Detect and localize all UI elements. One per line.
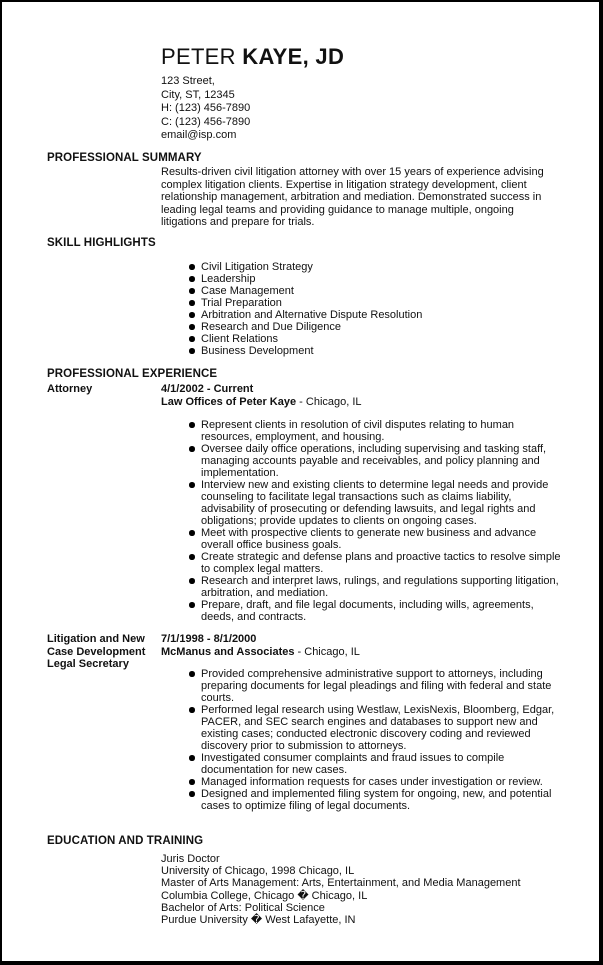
list-item: Research and Due Diligence bbox=[201, 321, 422, 333]
cell-phone: C: (123) 456-7890 bbox=[161, 115, 251, 128]
degree: Bachelor of Arts: Political Science bbox=[161, 901, 325, 914]
list-item: Represent clients in resolution of civil disputes relating to human resources, employment, and housing. bbox=[201, 419, 561, 443]
job-title: Litigation and New Case Development Legal Secretary bbox=[47, 633, 146, 670]
email: email@isp.com bbox=[161, 129, 237, 141]
degree: Juris Doctor bbox=[161, 853, 220, 865]
job-dates: 7/1/1998 - 8/1/2000 bbox=[161, 633, 257, 645]
school: Columbia College, Chicago � Chicago, IL bbox=[161, 889, 368, 902]
candidate-name bbox=[161, 44, 344, 70]
job-title: Attorney bbox=[47, 383, 93, 395]
job-bullets bbox=[201, 419, 561, 623]
home-phone: H: (123) 456-7890 bbox=[161, 102, 251, 114]
list-item: Investigated consumer complaints and fraud issues to compile documentation for new cases. bbox=[201, 752, 556, 776]
job-location: - Chicago, IL bbox=[296, 395, 362, 408]
employer: McManus and Associates bbox=[161, 645, 295, 658]
list-item: Arbitration and Alternative Dispute Resolution bbox=[201, 309, 423, 321]
school: Purdue University � West Lafayette, IN bbox=[161, 914, 356, 927]
list-item: Performed legal research using Westlaw, LexisNexis, Bloomberg, Edgar, PACER, and SEC search engines and databases to support new and existing cases; conducted electronic discovery coding and reviewed discovery prior to submission to attorneys. bbox=[201, 704, 555, 752]
list-item: Meet with prospective clients to generate new business and advance overall office business goals. bbox=[201, 527, 561, 551]
school: University of Chicago, 1998 Chicago, IL bbox=[161, 865, 355, 878]
job-location: - Chicago, IL bbox=[294, 645, 360, 658]
education-heading: EDUCATION AND TRAINING bbox=[47, 835, 204, 847]
list-item: Client Relations bbox=[201, 333, 422, 345]
job-dates: 4/1/2002 - Current bbox=[161, 383, 254, 395]
list-item: Business Development bbox=[201, 345, 422, 357]
education-block bbox=[161, 853, 521, 926]
list-item: Trial Preparation bbox=[201, 297, 422, 309]
degree: Master of Arts Management: Arts, Entertainment, and Media Management bbox=[161, 877, 521, 890]
list-item: Oversee daily office operations, including supervising and tasking staff, managing accounts payable and receivables, and policy planning and implementation. bbox=[201, 443, 561, 479]
summary-heading: PROFESSIONAL SUMMARY bbox=[47, 152, 202, 164]
list-item: Leadership bbox=[201, 273, 422, 285]
job-meta bbox=[161, 383, 362, 408]
list-item: Managed information requests for cases under investigation or review. bbox=[201, 776, 556, 788]
list-item: Provided comprehensive administrative support to attorneys, including preparing documents for legal pleadings and filing with federal and state courts. bbox=[201, 668, 556, 704]
list-item: Designed and implemented filing system for ongoing, new, and potential cases to optimize filing of legal documents. bbox=[201, 788, 556, 812]
address-street: 123 Street, bbox=[161, 75, 215, 87]
last-name: KAYE, JD bbox=[242, 44, 345, 69]
employer: Law Offices of Peter Kaye bbox=[161, 395, 297, 408]
contact-block bbox=[161, 75, 250, 143]
job-bullets bbox=[201, 668, 556, 812]
list-item: Case Management bbox=[201, 285, 422, 297]
job-meta bbox=[161, 633, 360, 658]
summary-text: Results-driven civil litigation attorney with over 15 years of experience advising complex litigation clients. Expertise in litigation strategy development, client relationship management, arbitration and mediation. Demonstrated success in leading legal teams and providing guidance to manage multiple, ongoing litigations and prepare for trials. bbox=[161, 166, 544, 228]
first-name: PETER bbox=[161, 44, 236, 69]
list-item: Civil Litigation Strategy bbox=[201, 261, 422, 273]
experience-heading: PROFESSIONAL EXPERIENCE bbox=[47, 368, 218, 380]
list-item: Create strategic and defense plans and proactive tactics to resolve simple to complex legal matters. bbox=[201, 551, 561, 575]
skills-heading: SKILL HIGHLIGHTS bbox=[47, 237, 156, 249]
address-city: City, ST, 12345 bbox=[161, 88, 235, 101]
list-item: Research and interpret laws, rulings, and regulations supporting litigation, arbitration, and mediation. bbox=[201, 575, 561, 599]
list-item: Interview new and existing clients to determine legal needs and provide counseling to facilitate legal transactions such as claims liability, advisability of prosecuting or defending lawsuits, and legal rights and obligations; provide updates to clients on ongoing cases. bbox=[201, 479, 561, 527]
skills-list bbox=[201, 261, 422, 357]
list-item: Prepare, draft, and file legal documents, including wills, agreements, deeds, and contracts. bbox=[201, 599, 561, 623]
